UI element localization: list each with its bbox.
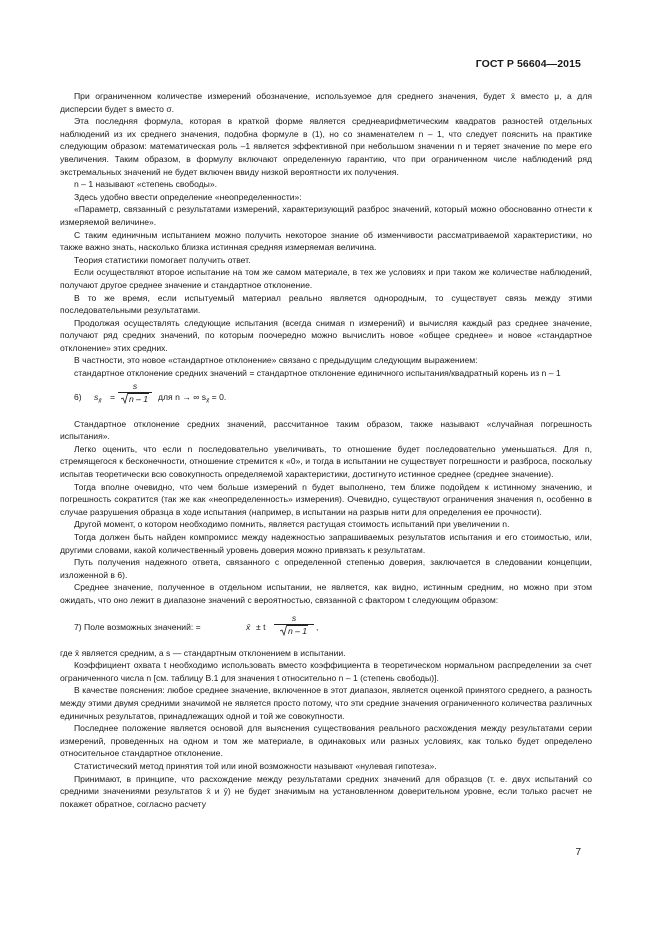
- paragraph: Тогда вполне очевидно, что чем больше измерений n будет выполнено, тем ближе подойдем к истинному значению, и погрешность сократится (так же как «неопределенность» измерения). Очевидно, существуют ограничения значения n, особенно в случае разрушения образца в ходе испытания (например, в испытании на разрыв нити для определения ее прочности).: [60, 481, 592, 517]
- paragraph: При ограниченном количестве измерений обозначение, используемое для среднего значения, будет x̄ вместо μ, а для дисперсии будет s вместо σ.: [60, 91, 592, 114]
- paragraph: стандартное отклонение средних значений = стандартное отклонение единичного испытания/квадратный корень из n – 1: [74, 368, 561, 379]
- formula-7: [60, 611, 592, 643]
- paragraph: Среднее значение, полученное в отдельном испытании, не является, как видно, истинным средним, но можно при этом ожидать, что оно лежит в диапазоне значений с вероятностью, связанной с фактором t следующим образом:: [60, 582, 592, 605]
- formula-tail: ,: [316, 621, 319, 632]
- paragraph: В частности, это новое «стандартное отклонение» связано с предыдущим следующим выражением:: [74, 355, 478, 366]
- formula-fraction: $\frac{s}{n - 1}$: [274, 612, 314, 638]
- formula-6: [60, 380, 592, 410]
- document-body: [60, 90, 592, 810]
- paragraph: Коэффициент охвата t необходимо использовать вместо коэффициента в теоретическом нормальном распределении за счет ограниченного числа n [см. таблицу В.1 для значения t относительно n – 1 (степень свободы)].: [60, 660, 592, 683]
- paragraph: Принимают, в принципе, что расхождение между результатами средних значений для образцов (т. е. двух испытаний со средними значениями результатов x̄ и ȳ) не будет значимым на установленном доверительном уровне, если только расчет не покажет обратное, согласно расчету: [60, 773, 592, 809]
- formula-fraction: $\frac{s}{n - 1}$: [118, 380, 152, 406]
- formula-mean: x̄: [246, 621, 251, 632]
- paragraph: где x̄ является средним, а s — стандартным отклонением в испытании.: [60, 647, 346, 658]
- paragraph: Другой момент, о котором необходимо помнить, является растущая стоимость испытаний при увеличении n.: [74, 519, 510, 530]
- paragraph: Здесь удобно ввести определение «неопределенности»:: [74, 191, 302, 202]
- paragraph: Легко оценить, что если n последовательно увеличивать, то отношение будет последовательно уменьшаться. Для n, стремящегося к бесконечности, отношение стремится к «0», и тогда в испытании не существует погрешности и разброса, поскольку испытав теоретически всю совокупность определяемой характеристики, достигнуто истинное среднее (среднее значение).: [60, 443, 592, 480]
- formula-lhs: $s_{x̄}$: [94, 391, 102, 405]
- paragraph: Стандартное отклонение средних значений, рассчитанное таким образом, также называют «случайная погрешность испытания».: [60, 418, 592, 442]
- formula-label: 7) Поле возможных значений: =: [74, 621, 201, 632]
- paragraph: Статистический метод принятия той или иной возможности называют «нулевая гипотеза».: [74, 760, 437, 771]
- page-number: 7: [575, 847, 581, 858]
- paragraph: Тогда должен быть найден компромисс между надежностью запрашиваемых результатов испытания и его стоимостью, или, другими словами, какой количественный уровень доверия можно привязать к результатам.: [60, 532, 592, 555]
- paragraph: Эта последняя формула, которая в краткой форме является среднеарифметическим квадратов разностей отдельных наблюдений из их среднего значения, подобна формуле в (1), но со знаменателем n – 1, что следует пояснить на практике следующим образом: математическая роль –1 является эффективной при небольшом значении n и теряет значение по мере его увеличения. Таким образом, в формулу включают определенную гарантию, что при ограниченном числе наблюдений ряд экстремальных значений не будет включен ввиду низкой вероятности их получения.: [60, 116, 592, 177]
- paragraph: Последнее положение является основой для выяснения существования реального расхождения между результатами серии измерений, проведенных на одном и том же материале, в одинаковых или разных условиях, как только будет определено относительное стандартное отклонение.: [60, 723, 592, 759]
- standard-header: ГОСТ Р 56604—2015: [475, 58, 581, 70]
- paragraph: Продолжая осуществлять следующие испытания (всегда снимая n измерений) и вычисляя каждый раз среднее значение, получают ряд средних значений, по которым поочередно можно вычислить новое «общее среднее» и новое «стандартное отклонение» этих средних.: [60, 317, 592, 353]
- formula-plusminus: ± t: [256, 621, 266, 632]
- formula-condition: для n → ∞ $s_{x̄} = 0$.: [158, 391, 227, 405]
- paragraph: Если осуществляют второе испытание на том же самом материале, в тех же условиях и при таком же количестве наблюдений, получают другое среднее значение и стандартное отклонение.: [60, 267, 592, 290]
- paragraph: Путь получения надежного ответа, связанного с определенной степенью доверия, заключается в следовании концепции, изложенной в 6).: [60, 557, 592, 580]
- paragraph: В качестве пояснения: любое среднее значение, включенное в этот диапазон, является оценкой принятого среднего, а разность между этими двумя средними значимой не является просто потому, что эти средние значения ограниченного количества различных единичных результатов, принадлежащих одной и той же совокупности.: [60, 685, 592, 721]
- paragraph: n – 1 называют «степень свободы».: [74, 179, 218, 190]
- paragraph: В то же время, если испытуемый материал реально является однородным, то существует связь между этими последовательными результатами.: [60, 292, 592, 316]
- paragraph: С таким единичным испытанием можно получить некоторое знание об изменчивости рассматриваемой характеристики, но также важно знать, насколько близка истинная средняя измеряемая величина.: [60, 229, 592, 253]
- definition-quote: «Параметр, связанный с результатами измерений, характеризующий разброс значений, который можно обоснованно отнести к измеряемой величине».: [60, 204, 592, 227]
- paragraph: Теория статистики помогает получить ответ.: [74, 254, 251, 265]
- formula-label: 6): [74, 391, 82, 402]
- formula-equals: =: [110, 391, 116, 402]
